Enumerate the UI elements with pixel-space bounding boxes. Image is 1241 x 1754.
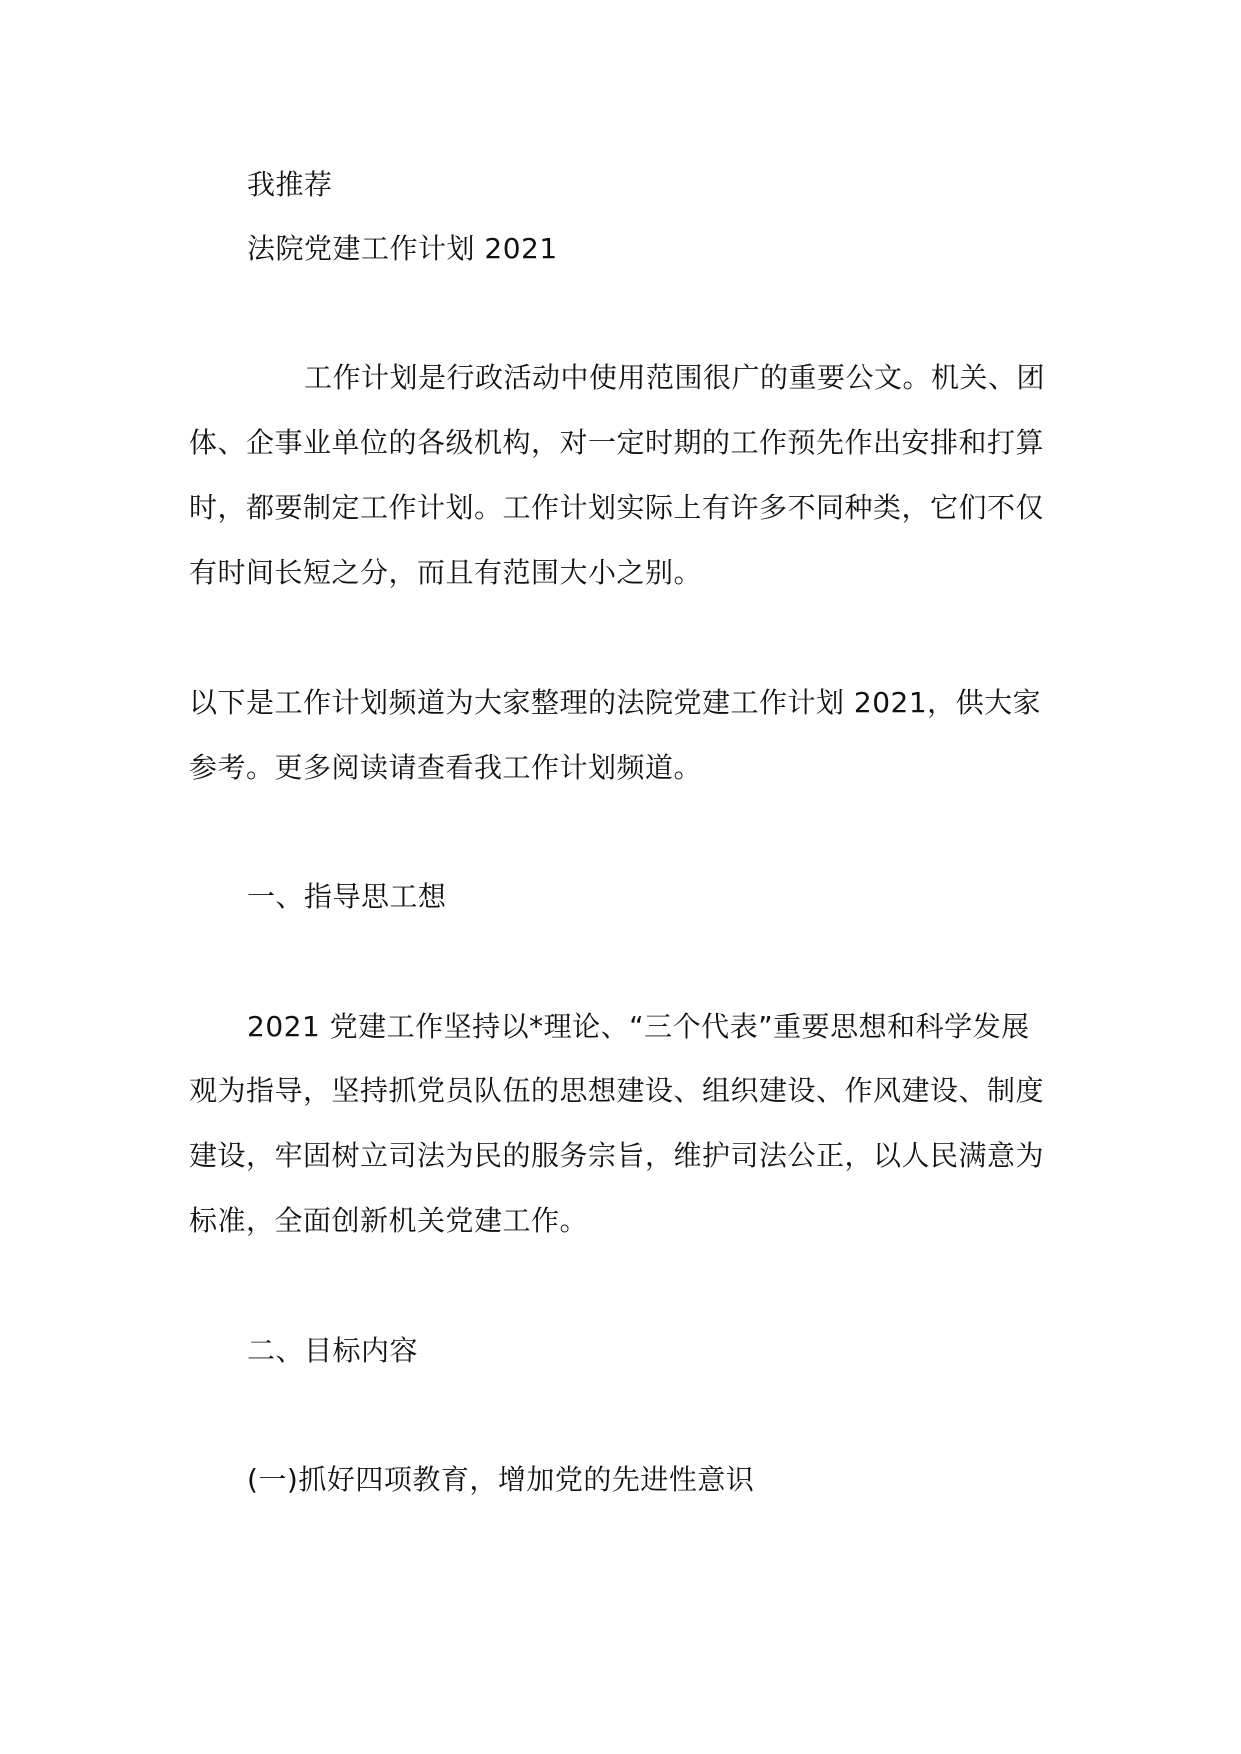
intro-line: 时，都要制定工作计划。工作计划实际上有许多不同种类，它们不仅 <box>189 491 1045 524</box>
lead-line: 参考。更多阅读请查看我工作计划频道。 <box>189 751 703 784</box>
document-title: 法院党建工作计划 2021 <box>247 232 558 265</box>
section-heading-goals: 二、目标内容 <box>247 1334 419 1367</box>
body-line: 建设，牢固树立司法为民的服务宗旨，维护司法公正，以人民满意为 <box>189 1139 1045 1172</box>
body-line: 标准，全面创新机关党建工作。 <box>189 1204 589 1237</box>
lead-line: 以下是工作计划频道为大家整理的法院党建工作计划 2021，供大家 <box>189 686 1042 719</box>
recommend-label: 我推荐 <box>247 168 333 201</box>
body-line: 2021 党建工作坚持以*理论、“三个代表”重要思想和科学发展 <box>247 1010 1030 1043</box>
intro-line: 有时间长短之分，而且有范围大小之别。 <box>189 556 703 589</box>
subsection-heading-education: (一)抓好四项教育，增加党的先进性意识 <box>247 1463 755 1496</box>
intro-line: 体、企事业单位的各级机构，对一定时期的工作预先作出安排和打算 <box>189 426 1045 459</box>
body-line: 观为指导，坚持抓党员队伍的思想建设、组织建设、作风建设、制度 <box>189 1074 1045 1107</box>
section-heading-guiding-thought: 一、指导思工想 <box>247 880 447 913</box>
intro-line: 工作计划是行政活动中使用范围很广的重要公文。机关、团 <box>304 361 1046 394</box>
